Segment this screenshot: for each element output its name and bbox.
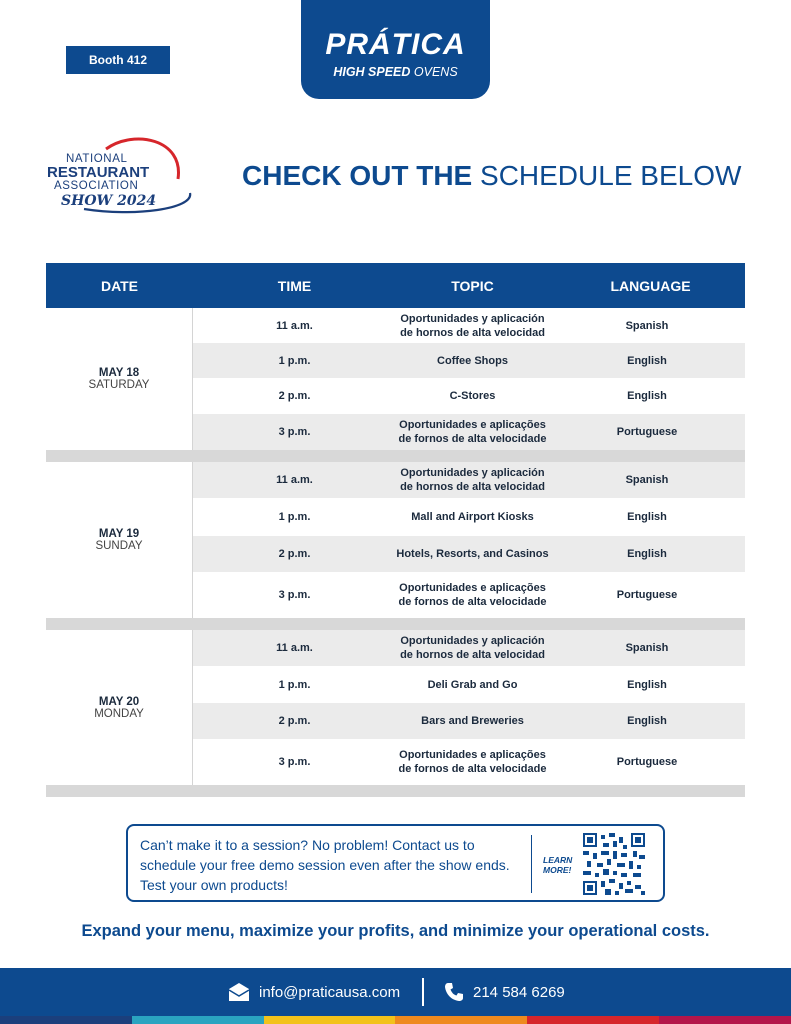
envelope-icon (228, 983, 250, 1001)
demo-callout (126, 824, 665, 902)
header-language: LANGUAGE (610, 277, 691, 294)
brand-name: PRÁTICA (325, 28, 466, 61)
stripe-segment (395, 1016, 527, 1024)
phone-text[interactable]: 214 584 6269 (473, 983, 565, 1001)
header-topic: TOPIC (451, 277, 494, 294)
table-row: 1 p.m. Deli Grab and Go English (278, 678, 667, 691)
learn-more-label: LEARN MORE! (543, 855, 573, 875)
table-row: 11 a.m. Oportunidades y aplicación de hornos de alta velocidad Spanish (276, 312, 669, 339)
day-group (46, 462, 745, 618)
table-row: 1 p.m. Coffee Shops English (193, 343, 745, 378)
table-row: 1 p.m. Mall and Airport Kiosks English (278, 511, 667, 523)
stripe-segment (132, 1016, 264, 1024)
nra-show-logo (44, 135, 196, 215)
email-text[interactable]: info@praticausa.com (259, 983, 401, 1001)
callout-divider (531, 835, 532, 893)
callout-text: Can’t make it to a session? No problem! Contact us to schedule your free demo session even after the show ends. Test your own products! (140, 837, 510, 893)
qr-code-icon[interactable] (583, 833, 645, 895)
footer-email[interactable] (228, 968, 400, 1016)
footer-divider (422, 978, 424, 1006)
pratica-logo (301, 0, 490, 99)
table-row: 3 p.m. Oportunidades e aplicações de fornos de alta velocidade Portuguese (278, 582, 678, 608)
schedule-table (46, 263, 745, 797)
table-row: 11 a.m. Oportunidades y aplicación de hornos de alta velocidad Spanish (193, 462, 745, 498)
nra-line-1: NATIONAL (66, 153, 128, 165)
stripe-segment (0, 1016, 132, 1024)
table-row: 2 p.m. Bars and Breweries English (193, 703, 745, 739)
table-row: 11 a.m. Oportunidades y aplicación de hornos de alta velocidad Spanish (193, 630, 745, 666)
day-group (46, 308, 745, 450)
nra-line-2: RESTAURANT (47, 164, 150, 181)
nra-line-3: ASSOCIATION (54, 180, 139, 192)
table-row: 2 p.m. C-Stores English (278, 390, 667, 402)
day-separator (46, 785, 745, 797)
stripe-segment (659, 1016, 791, 1024)
day-label: MAY 19 SUNDAY (46, 462, 193, 618)
tagline: Expand your menu, maximize your profits, and minimize your operational costs. (81, 922, 710, 940)
day-separator (46, 450, 745, 462)
header-date: DATE (100, 277, 139, 294)
color-stripe (0, 1016, 791, 1024)
table-header (46, 263, 745, 308)
header-time: TIME (277, 277, 312, 294)
page-title: CHECK OUT THE SCHEDULE BELOW (242, 160, 742, 191)
brand-tagline: HIGH SPEED OVENS (333, 65, 458, 79)
footer-phone[interactable] (444, 968, 565, 1016)
day-label: MAY 18 SATURDAY (46, 308, 193, 450)
day-label: MAY 20 MONDAY (46, 630, 193, 785)
phone-icon (444, 982, 464, 1002)
day-group (46, 630, 745, 785)
stripe-segment (264, 1016, 396, 1024)
stripe-segment (527, 1016, 659, 1024)
booth-badge: Booth 412 (66, 46, 170, 74)
table-row: 3 p.m. Oportunidades e aplicações de fornos de alta velocidade Portuguese (278, 749, 678, 775)
footer (0, 968, 791, 1016)
day-separator (46, 618, 745, 630)
nra-line-4: SHOW 2024 (61, 193, 157, 209)
table-row: 2 p.m. Hotels, Resorts, and Casinos English (193, 536, 745, 572)
table-row: 3 p.m. Oportunidades e aplicações de fornos de alta velocidade Portuguese (193, 414, 745, 450)
